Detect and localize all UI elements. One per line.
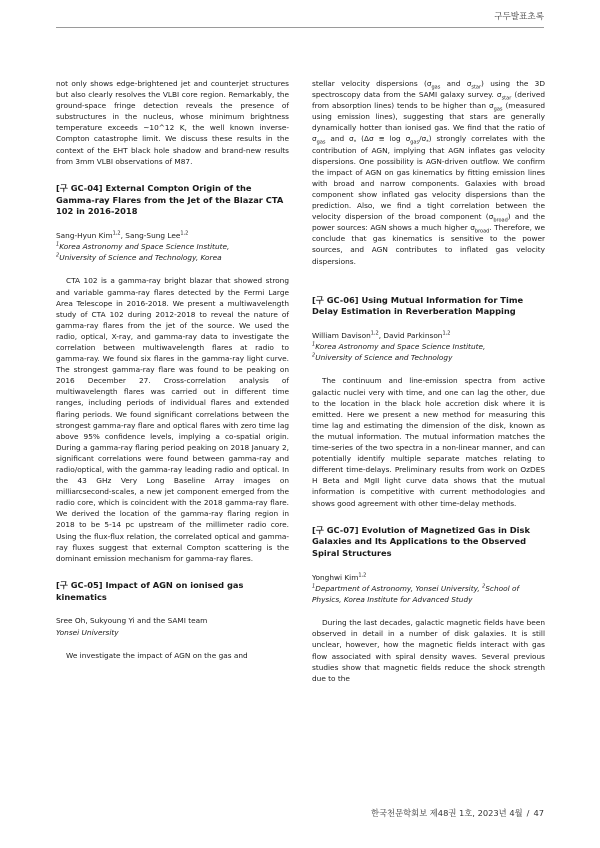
text-run: ) and the power sources: AGN shows a much higher σ bbox=[312, 212, 545, 233]
subscript: broad bbox=[474, 228, 490, 235]
affiliation: Korea Astronomy and Space Science Institute, bbox=[59, 242, 230, 252]
author-separator: , bbox=[120, 231, 126, 241]
affiliation-line bbox=[312, 341, 545, 352]
abstract-body: During the last decades, galactic magnetic fields have been observed in detail in a number of disk galaxies. It is still unclear, however, how the magnetic fields interact with gas flow associated with spiral density waves. Several previous studies show that magnetic fields reduce the shock strength due to the bbox=[312, 618, 545, 683]
affil-sup: 1 bbox=[312, 583, 316, 590]
abstract-gc06 bbox=[312, 295, 545, 509]
subscript: star bbox=[471, 84, 482, 91]
author-name: Sang-Hyun Kim bbox=[56, 231, 113, 241]
affiliation-line bbox=[56, 252, 289, 263]
affil-sup: 1 bbox=[56, 241, 60, 248]
text-run: /σ bbox=[419, 134, 427, 144]
page-footer bbox=[371, 807, 544, 819]
abstract-gc04 bbox=[56, 183, 289, 564]
abstract-title: [구 GC-07] Evolution of Magnetized Gas in Disk Galaxies and Its Applications to the Observed Spiral Structures bbox=[312, 524, 530, 559]
abstract-title: [구 GC-05] Impact of AGN on ionised gas kinematics bbox=[56, 579, 244, 602]
text-run: and σ bbox=[440, 79, 472, 88]
continuation-paragraph bbox=[312, 78, 545, 267]
subscript: star bbox=[501, 95, 512, 102]
author-name: William Davison bbox=[312, 331, 371, 341]
affiliation: Korea Astronomy and Space Science Institute, bbox=[315, 342, 486, 352]
author-line: Sree Oh, Sukyoung Yi and the SAMI team bbox=[56, 616, 208, 626]
affil-sup: 1 bbox=[312, 341, 316, 348]
text-run: (measured using emission lines), suggesting that stars are generally dynamically hotter than ionised gas. We find that the ratio of σ bbox=[312, 101, 545, 144]
journal-citation: 한국천문학회보 제48권 1호, 2023년 4월 bbox=[371, 808, 523, 818]
abstract-body: We investigate the impact of AGN on the gas and bbox=[66, 650, 248, 660]
abstract-gc05 bbox=[56, 580, 289, 661]
header-rule bbox=[56, 27, 544, 28]
abstract-title: [구 GC-04] External Compton Origin of the Gamma-ray Flares from the Jet of the Blazar CTA 102 in 2016-2018 bbox=[56, 182, 284, 217]
author-name: David Parkinson bbox=[383, 331, 443, 341]
author-line bbox=[56, 230, 289, 241]
affil-sup: 2 bbox=[312, 352, 316, 359]
affiliation: School of Physics, Korea Institute for Advanced Study bbox=[312, 584, 520, 605]
abstract-body: The continuum and line-emission spectra from active galactic nuclei very with time, and one can lag the other, due to the location in the black hole accretion disk where it is emitted. Here we present a new method for measuring this time lag and estimating the dimension of the disk, known as the mutual information. The mutual information matches the time-series of the two spectra in a non-linear manner, and can potentially identify multiple separate matches relating to different time-delays. Preliminary results from work on OzDES H Beta and MgII light curve data shows that the mutual information is competitive with current methodologies and shows good agreement with other time-delay methods. bbox=[312, 376, 545, 508]
subscript: gas bbox=[493, 106, 503, 113]
abstract-gc07 bbox=[312, 525, 545, 684]
abstract-body: CTA 102 is a gamma-ray bright blazar that showed strong and variable gamma-ray flares detected by the Fermi Large Area Telescope in 2016-2018. We present a multiwavelength study of CTA 102 during 2012-2018 to reveal the nature of gamma-ray flares from the jet of the source. We used the radio, optical, X-ray, and gamma-ray data to investigate the correlation between multiwavelength flares at radio to gamma-ray. We found six flares in the gamma-ray light curve. The strongest gamma-ray flare was found to be peaking on 2016 December 27. Cross-correlation analysis of multiwavelength flares was carried out in different time ranges, including periods of individual flares and extended flaring periods. We found significant correlations between the strongest gamma-ray flare and optical flares with zero time lag above 95% confidence levels, implying a co-spatial origin. During a gamma-ray flaring period peaking on 2018 January 2, significant correlations were found between gamma-ray and radio/optical, with the gamma-ray leading radio and optical. In the 43 GHz Very Long Baseline Array images on milliarcsecond-scales, a new jet component emerged from the radio core, which is coincident with the 2018 gamma-ray flare. We derived the location of the gamma-ray flaring region in 2018 to be 5-14 pc upstream of the millimeter radio core. Using the flux-flux relation, the correlated optical and gamma-ray fluxes suggest that external Compton scattering is the dominant emission mechanism for gamma-ray flares. bbox=[56, 276, 289, 563]
page-number: 47 bbox=[533, 808, 544, 818]
subscript: gas bbox=[431, 84, 441, 91]
affiliation: University of Science and Technology, Korea bbox=[59, 253, 222, 263]
text-run: . Therefore, we conclude that gas kinematics is sensitive to the power sources, and AGN contributes to inflated gas velocity dispersions. bbox=[312, 223, 545, 266]
author-line bbox=[312, 572, 545, 583]
affil-sup: 2 bbox=[56, 252, 60, 259]
author-line bbox=[312, 330, 545, 341]
left-column bbox=[56, 78, 289, 661]
affiliation-line: Yonsei University bbox=[56, 627, 119, 637]
affiliation-line bbox=[312, 583, 545, 605]
running-header: 구두발표초록 bbox=[494, 12, 544, 22]
subscript: gas bbox=[316, 139, 326, 146]
footer-separator: / bbox=[526, 808, 530, 818]
right-column bbox=[312, 78, 545, 684]
affiliation: Department of Astronomy, Yonsei University, bbox=[315, 584, 483, 594]
text-run: (Δσ ≡ log σ bbox=[356, 134, 411, 144]
author-sup: 1,2 bbox=[112, 230, 121, 237]
author-separator: , bbox=[378, 331, 384, 341]
author-name: Yonghwi Kim bbox=[312, 572, 359, 582]
author-sup: 1,2 bbox=[180, 230, 189, 237]
text-run: ) using the 3D spectroscopy data from the SAMI galaxy survey. σ bbox=[312, 79, 545, 100]
text-run: stellar velocity dispersions (σ bbox=[312, 79, 432, 88]
subscript: gas bbox=[410, 139, 420, 146]
affiliation-line bbox=[312, 352, 545, 363]
subscript: broad bbox=[493, 217, 508, 224]
subscript: * bbox=[426, 139, 429, 146]
abstract-title: [구 GC-06] Using Mutual Information for Time Delay Estimation in Reverberation Mapping bbox=[312, 294, 524, 317]
text-run: ) strongly correlates with the contribution of AGN, implying that AGN inflates gas velocity dispersions. One possibility is AGN-driven outflow. We confirm the impact of AGN on gas kinematics by fitting emission lines with broad and narrow components. Galaxies with broad component show inflated gas velocity dispersions than the prediction. Also, we find a tight correlation between the velocity dispersion of the broad component (σ bbox=[312, 134, 546, 222]
text-run: and σ bbox=[325, 134, 354, 144]
subscript: * bbox=[353, 139, 357, 146]
author-sup: 1,2 bbox=[442, 330, 451, 337]
affiliation: University of Science and Technology bbox=[315, 353, 453, 363]
affiliation-line bbox=[56, 241, 289, 252]
affil-sup: 2 bbox=[482, 583, 486, 590]
continuation-paragraph: not only shows edge-brightened jet and counterjet structures but also clearly resolves the VLBI core region. Remarkably, the ground-space fringe detection reveals the presence of substructures in the nucleus, whose minimum brightness temperature exceeds ~10^12 K, the well known inverse-Compton catastrophe limit. We discuss these results in the context of the EHT black hole shadow and brand-new results from 3mm VLBI observations of M87. bbox=[56, 79, 289, 166]
author-sup: 1,2 bbox=[370, 330, 379, 337]
text-run: (derived from absorption lines) tends to be higher than σ bbox=[312, 90, 546, 111]
author-sup: 1,2 bbox=[358, 572, 367, 579]
author-name: Sang-Sung Lee bbox=[125, 231, 181, 241]
